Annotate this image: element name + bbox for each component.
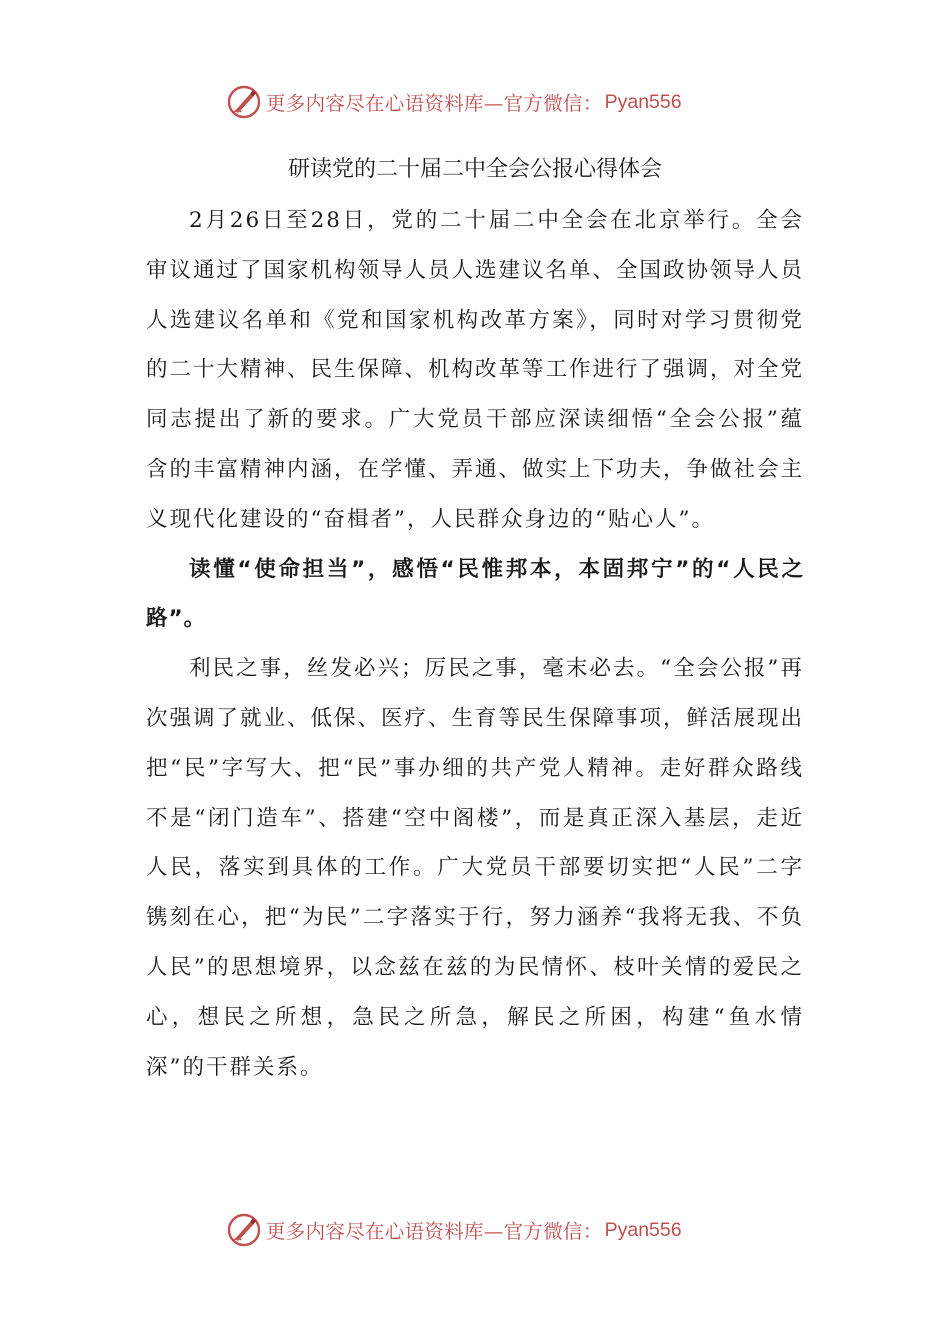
pen-logo-icon: [226, 1212, 262, 1248]
document-body: [146, 196, 804, 1092]
pen-logo-icon: [226, 84, 262, 120]
paragraph-people: 利民之事，丝发必兴；厉民之事，毫末必去。“全会公报”再次强调了就业、低保、医疗、生育等民生保障事项，鲜活展现出把“民”字写大、把“民”事办细的共产党人精神。走好群众路线不是“闭门造车”、搭建“空中阁楼”，而是真正深入基层，走近人民，落实到具体的工作。广大党员干部要切实把“人民”二字镌刻在心，把“为民”二字落实于行，努力涵养“我将无我、不负人民”的思想境界，以念兹在兹的为民情怀、枝叶关情的爱民之心，想民之所想，急民之所急，解民之所困，构建“鱼水情深”的干群关系。: [146, 656, 805, 1080]
footer-banner: [226, 1210, 746, 1250]
banner-text: 更多内容尽在心语资料库—官方微信：: [266, 92, 603, 115]
document-title: 研读党的二十届二中全会公报心得体会: [287, 157, 662, 182]
section-heading: 读懂“使命担当”，感悟“民惟邦本，本固邦宁”的“人民之路”。: [146, 556, 804, 632]
banner-wechat-id: Pyan556: [604, 1218, 682, 1241]
banner-wechat-id: Pyan556: [604, 90, 682, 113]
banner-text: 更多内容尽在心语资料库—官方微信：: [266, 1220, 603, 1243]
paragraph-intro: 2月26日至28日，党的二十届二中全会在北京举行。全会审议通过了国家机构领导人员人选建议名单、全国政协领导人员人选建议名单和《党和国家机构改革方案》，同时对学习贯彻党的二十大精神、民生保障、机构改革等工作进行了强调，对全党同志提出了新的要求。广大党员干部应深读细悟“全会公报”蕴含的丰富精神内涵，在学懂、弄通、做实上下功夫，争做社会主义现代化建设的“奋楫者”，人民群众身边的“贴心人”。: [146, 208, 805, 532]
header-banner: [226, 82, 746, 122]
